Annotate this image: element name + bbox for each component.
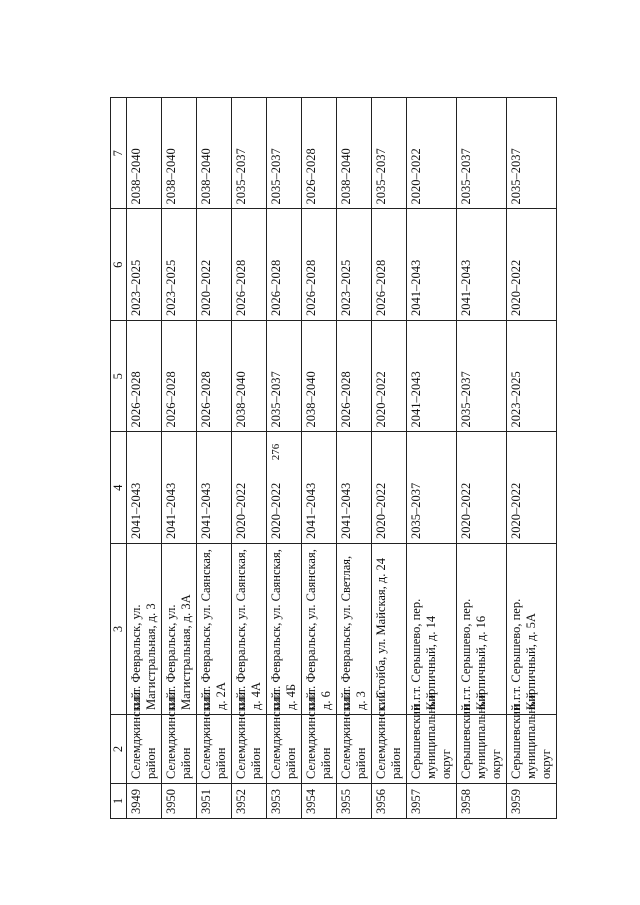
row-number-cell: 3959	[507, 784, 557, 819]
period-cell-4: 2020–2022	[232, 432, 267, 544]
address-cell: п.г.т. Февральск, ул. Саянская, д. 2А	[197, 544, 232, 715]
row-number-cell: 3952	[232, 784, 267, 819]
period-cell-4: 2041–2043	[337, 432, 372, 544]
page-number: 276	[270, 443, 282, 461]
period-cell-5: 2020–2022	[372, 321, 407, 433]
district-cell: Селемджинский район	[232, 715, 267, 784]
period-cell-4: 2035–2037	[407, 432, 457, 544]
period-cell-7: 2035–2037	[457, 98, 507, 210]
row-number-cell: 3949	[127, 784, 162, 819]
period-cell-7: 2038–2040	[127, 98, 162, 210]
district-cell: Селемджинский район	[197, 715, 232, 784]
period-cell-4: 2041–2043	[197, 432, 232, 544]
period-cell-5: 2038–2040	[302, 321, 337, 433]
address-cell: п.г.т. Февральск, ул. Саянская, д. 6	[302, 544, 337, 715]
district-cell: Селемджинский район	[162, 715, 197, 784]
period-cell-4: 2020–2022	[507, 432, 557, 544]
address-cell: п.г.т. Серышево, пер. Кирпичный, д. 16	[457, 544, 507, 715]
column-header-7: 7	[111, 98, 127, 210]
period-cell-5: 2038–2040	[232, 321, 267, 433]
table-row	[457, 98, 507, 819]
column-header-2: 2	[111, 715, 127, 784]
period-cell-4: 2020–2022	[457, 432, 507, 544]
table-row	[162, 98, 197, 819]
district-cell: Серышевский муниципальный округ	[457, 715, 507, 784]
period-cell-7: 2035–2037	[232, 98, 267, 210]
period-cell-4: 2020–2022	[372, 432, 407, 544]
address-cell: с. Стойба, ул. Майская, д. 24	[372, 544, 407, 715]
district-cell: Серышевский муниципальный округ	[407, 715, 457, 784]
period-cell-5: 2026–2028	[127, 321, 162, 433]
column-header-5: 5	[111, 321, 127, 433]
period-cell-5: 2023–2025	[507, 321, 557, 433]
table-header-row	[111, 98, 127, 819]
period-cell-7: 2038–2040	[197, 98, 232, 210]
district-cell: Селемджинский район	[337, 715, 372, 784]
period-cell-6: 2023–2025	[337, 209, 372, 321]
table-row	[127, 98, 162, 819]
table-row	[507, 98, 557, 819]
period-cell-7: 2026–2028	[302, 98, 337, 210]
address-cell: п.г.т. Февральск, ул. Саянская, д. 4Б	[267, 544, 302, 715]
period-cell-6: 2023–2025	[127, 209, 162, 321]
row-number-cell: 3953	[267, 784, 302, 819]
period-cell-6: 2023–2025	[162, 209, 197, 321]
row-number-cell: 3958	[457, 784, 507, 819]
address-cell: п.г.т. Февральск, ул. Магистральная, д. 3А	[162, 544, 197, 715]
table-row	[337, 98, 372, 819]
address-cell: п.г.т. Февральск, ул. Светлая, д. 3	[337, 544, 372, 715]
period-cell-5: 2041–2043	[407, 321, 457, 433]
column-header-3: 3	[111, 544, 127, 715]
period-cell-6: 2026–2028	[267, 209, 302, 321]
rotated-table-wrapper	[110, 97, 594, 819]
period-cell-6: 2020–2022	[197, 209, 232, 321]
period-cell-6: 2041–2043	[407, 209, 457, 321]
table-row	[302, 98, 337, 819]
table-row	[267, 98, 302, 819]
period-cell-7: 2035–2037	[267, 98, 302, 210]
table-row	[197, 98, 232, 819]
district-cell: Селемджинский район	[267, 715, 302, 784]
schedule-table	[110, 97, 557, 819]
address-cell: п.г.т. Февральск, ул. Магистральная, д. 3	[127, 544, 162, 715]
period-cell-7: 2038–2040	[162, 98, 197, 210]
period-cell-6: 2041–2043	[457, 209, 507, 321]
period-cell-5: 2026–2028	[337, 321, 372, 433]
period-cell-7: 2020–2022	[407, 98, 457, 210]
period-cell-5: 2026–2028	[197, 321, 232, 433]
district-cell: Селемджинский район	[372, 715, 407, 784]
row-number-cell: 3956	[372, 784, 407, 819]
column-header-6: 6	[111, 209, 127, 321]
period-cell-6: 2026–2028	[232, 209, 267, 321]
table-row	[232, 98, 267, 819]
period-cell-5: 2035–2037	[267, 321, 302, 433]
row-number-cell: 3954	[302, 784, 337, 819]
row-number-cell: 3957	[407, 784, 457, 819]
district-cell: Селемджинский район	[127, 715, 162, 784]
period-cell-4: 2020–2022	[267, 432, 302, 544]
period-cell-4: 2041–2043	[302, 432, 337, 544]
period-cell-7: 2035–2037	[507, 98, 557, 210]
period-cell-7: 2035–2037	[372, 98, 407, 210]
period-cell-6: 2020–2022	[507, 209, 557, 321]
period-cell-4: 2041–2043	[162, 432, 197, 544]
district-cell: Селемджинский район	[302, 715, 337, 784]
period-cell-6: 2026–2028	[372, 209, 407, 321]
district-cell: Серышевский муниципальный округ	[507, 715, 557, 784]
period-cell-4: 2041–2043	[127, 432, 162, 544]
period-cell-5: 2035–2037	[457, 321, 507, 433]
table-row	[372, 98, 407, 819]
period-cell-7: 2038–2040	[337, 98, 372, 210]
column-header-1: 1	[111, 784, 127, 819]
address-cell: п.г.т. Серышево, пер. Кирпичный, д. 5А	[507, 544, 557, 715]
row-number-cell: 3950	[162, 784, 197, 819]
table-row	[407, 98, 457, 819]
column-header-4: 4	[111, 432, 127, 544]
address-cell: п.г.т. Серышево, пер. Кирпичный, д. 14	[407, 544, 457, 715]
row-number-cell: 3951	[197, 784, 232, 819]
period-cell-6: 2026–2028	[302, 209, 337, 321]
row-number-cell: 3955	[337, 784, 372, 819]
period-cell-5: 2026–2028	[162, 321, 197, 433]
address-cell: п.г.т. Февральск, ул. Саянская, д. 4А	[232, 544, 267, 715]
